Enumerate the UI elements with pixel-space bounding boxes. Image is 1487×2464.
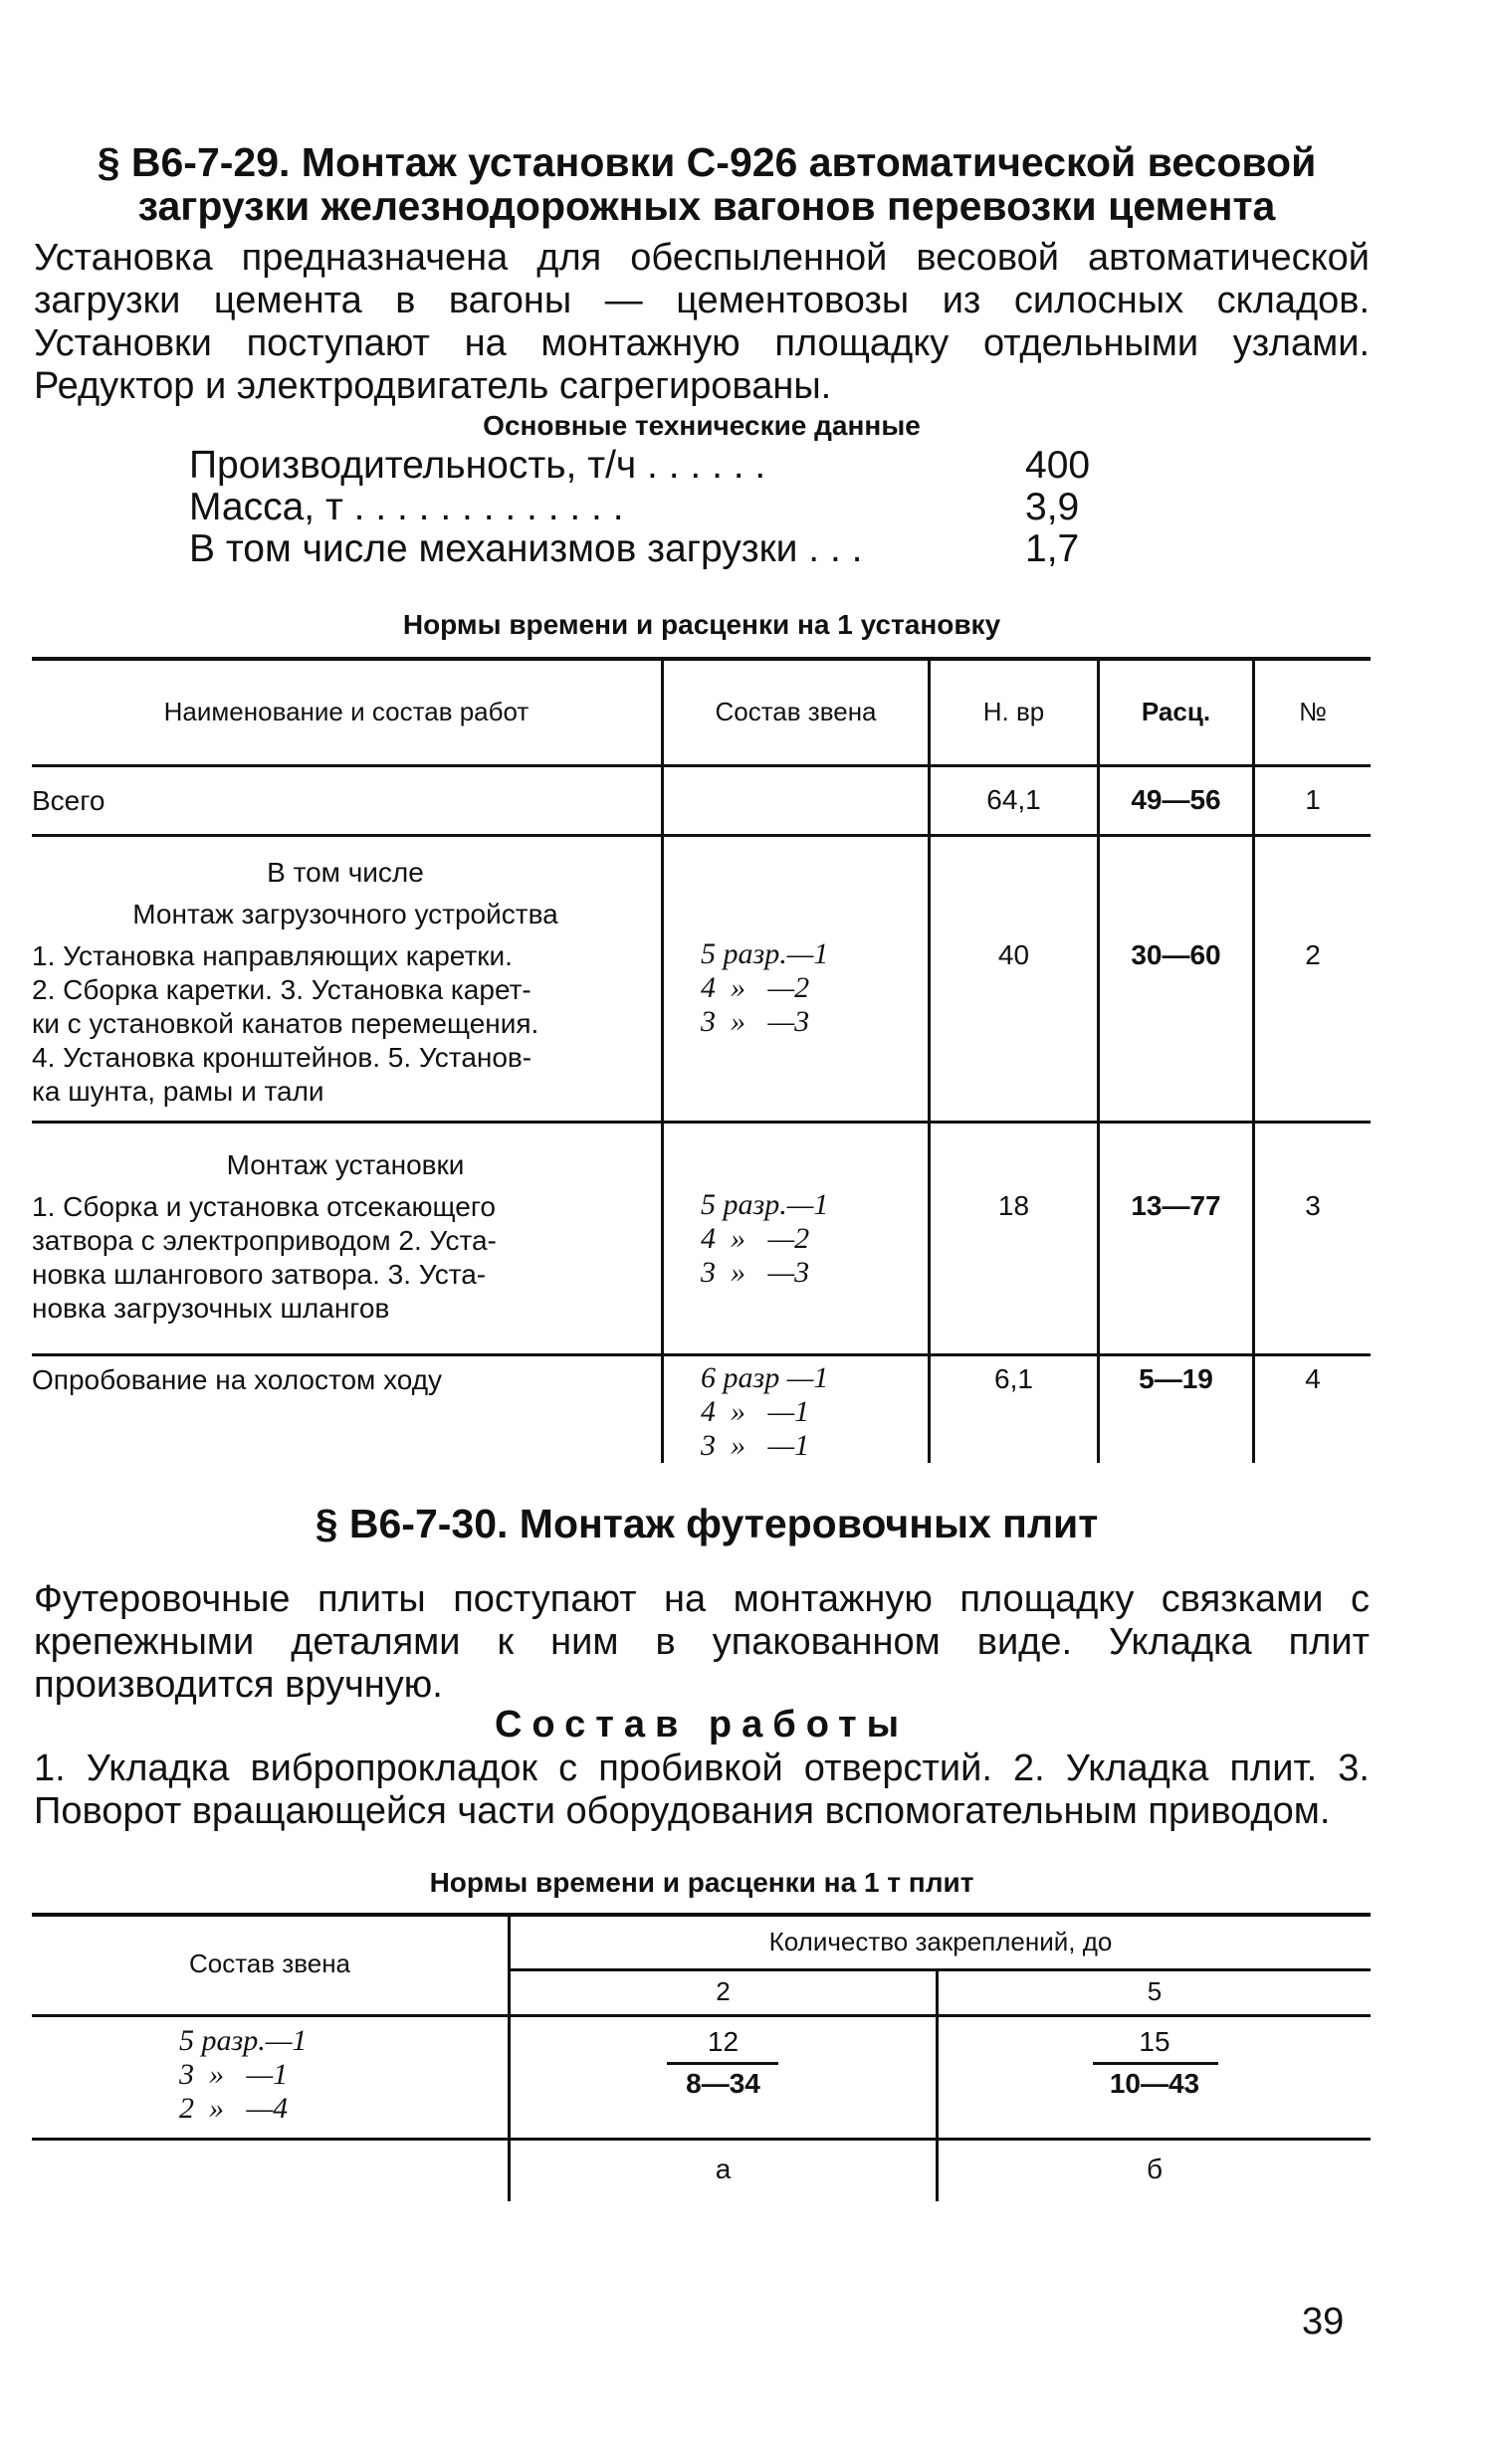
specs-heading: Основные технические данные — [483, 410, 921, 441]
table-col-divider — [1252, 657, 1255, 1463]
row-crew: 6 разр —1 4 » —1 3 » —1 — [701, 1361, 829, 1462]
section-title: § В6-7-30. Монтаж футеровочных плит — [315, 1501, 1099, 1546]
spec-row — [189, 486, 1085, 527]
table-rule — [32, 2014, 1371, 2017]
section-title-line-2: загрузки железнодорожных вагонов перевозки цемента — [137, 183, 1276, 229]
row-norm: 18 — [997, 1190, 1030, 1221]
header-crew: Состав звена — [188, 1949, 351, 1978]
spec-label: В том числе механизмов загрузки . . . — [189, 527, 863, 570]
header-column: 2 — [716, 1976, 731, 2006]
row-work-text: новка загрузочных шлангов — [32, 1293, 390, 1324]
cell-rate: 8—34 — [686, 2068, 760, 2099]
row-work-text: Всего — [32, 785, 106, 816]
norms-table-1 — [32, 645, 1371, 1463]
section-title-line-1: § В6-7-29. Монтаж установки С-926 автоматической весовой — [97, 139, 1317, 185]
cell-norm: 12 — [707, 2026, 740, 2057]
row-work-text: 4. Установка кронштейнов. 5. Установ- — [32, 1042, 532, 1073]
work-heading: Состав работы — [494, 1704, 910, 1745]
norms-table-2 — [32, 1903, 1371, 2201]
table1-heading: Нормы времени и расценки на 1 установку — [402, 609, 1001, 640]
row-crew: 5 разр.—1 4 » —2 3 » —3 — [701, 1188, 829, 1289]
row-work-text: ки с установкой канатов перемещения. — [32, 1008, 539, 1039]
table-col-divider — [661, 657, 664, 1463]
header-norm: Н. вр — [982, 697, 1045, 726]
fraction-line — [667, 2062, 778, 2065]
section-intro-paragraph: Футеровочные плиты поступают на монтажную площадку связками с крепежными деталями к ним в упакованном виде. Укладка плит производится вручную. — [34, 1578, 1370, 1706]
row-work-text: 1. Сборка и установка отсекающего — [32, 1191, 497, 1222]
row-norm: 40 — [997, 939, 1030, 970]
column-letter: б — [1146, 2154, 1164, 2184]
table-rule — [32, 1121, 1371, 1124]
spec-value: 1,7 — [1025, 527, 1080, 570]
table-rule — [32, 834, 1371, 837]
spec-label: Производительность, т/ч . . . . . . — [189, 444, 766, 487]
header-number: № — [1299, 697, 1327, 726]
table-rule — [32, 657, 1371, 661]
row-norm: 6,1 — [994, 1363, 1033, 1394]
table-rule — [32, 1913, 1371, 1917]
row-number: 2 — [1305, 939, 1321, 970]
row-rate: 30—60 — [1131, 939, 1221, 970]
table-rule — [32, 1353, 1371, 1356]
table-col-divider — [1097, 657, 1100, 1463]
row-crew: 5 разр.—1 4 » —2 3 » —3 — [701, 937, 829, 1038]
section-intro-paragraph: Установка предназначена для обеспыленной весовой автоматической загрузки цемента в вагоны — цементовозы из силосных складов. Установки поступают на монтажную площадку отдельными узлами. Редуктор и электродвигатель сагрегированы. — [34, 237, 1370, 407]
row-work-text: Опробование на холостом ходу — [32, 1364, 443, 1395]
spec-value: 400 — [1025, 444, 1091, 487]
row-work-text: новка шлангового затвора. 3. Уста- — [32, 1259, 487, 1290]
row-subheading: Монтаж загрузочного устройства — [132, 899, 558, 929]
table-rule — [32, 764, 1371, 767]
spec-row — [189, 527, 1085, 569]
row-rate: 13—77 — [1131, 1190, 1221, 1221]
table-col-divider — [928, 657, 931, 1463]
header-crew: Состав звена — [715, 697, 877, 726]
header-rate: Расц. — [1141, 697, 1211, 726]
header-column: 5 — [1147, 1976, 1163, 2006]
row-norm: 64,1 — [986, 784, 1041, 815]
row-work-text: 1. Установка направляющих каретки. — [32, 940, 513, 971]
spec-value: 3,9 — [1025, 486, 1080, 528]
row-rate: 5—19 — [1139, 1363, 1213, 1394]
row-work-text: ка шунта, рамы и тали — [32, 1076, 324, 1107]
work-description: 1. Укладка вибропрокладок с пробивкой отверстий. 2. Укладка плит. 3. Поворот вращающейся части оборудования вспомогательным приводом. — [34, 1747, 1370, 1832]
spec-label: Масса, т . . . . . . . . . . . . . — [189, 486, 624, 528]
row-work-text: 2. Сборка каретки. 3. Установка карет- — [32, 974, 531, 1005]
row-number: 3 — [1305, 1190, 1321, 1221]
row-crew: 5 разр.—1 3 » —1 2 » —4 — [179, 2024, 308, 2125]
row-subheading: В том числе — [267, 857, 424, 888]
row-number: 1 — [1305, 784, 1321, 815]
page-number: 39 — [1302, 2301, 1345, 2343]
row-rate: 49—56 — [1131, 784, 1221, 815]
column-letter: а — [715, 2154, 732, 2184]
cell-norm: 15 — [1139, 2026, 1170, 2057]
table-rule — [508, 1968, 1371, 1971]
row-number: 4 — [1305, 1363, 1321, 1394]
header-work: Наименование и состав работ — [163, 697, 530, 726]
row-subheading: Монтаж установки — [226, 1149, 465, 1180]
fraction-line — [1093, 2062, 1218, 2065]
header-group: Количество закреплений, до — [768, 1927, 1113, 1956]
cell-rate: 10—43 — [1109, 2068, 1200, 2099]
table2-heading: Нормы времени и расценки на 1 т плит — [429, 1867, 974, 1898]
spec-row — [189, 444, 1091, 487]
row-work-text: затвора с электроприводом 2. Уста- — [32, 1225, 497, 1256]
table-rule — [32, 2138, 1371, 2141]
